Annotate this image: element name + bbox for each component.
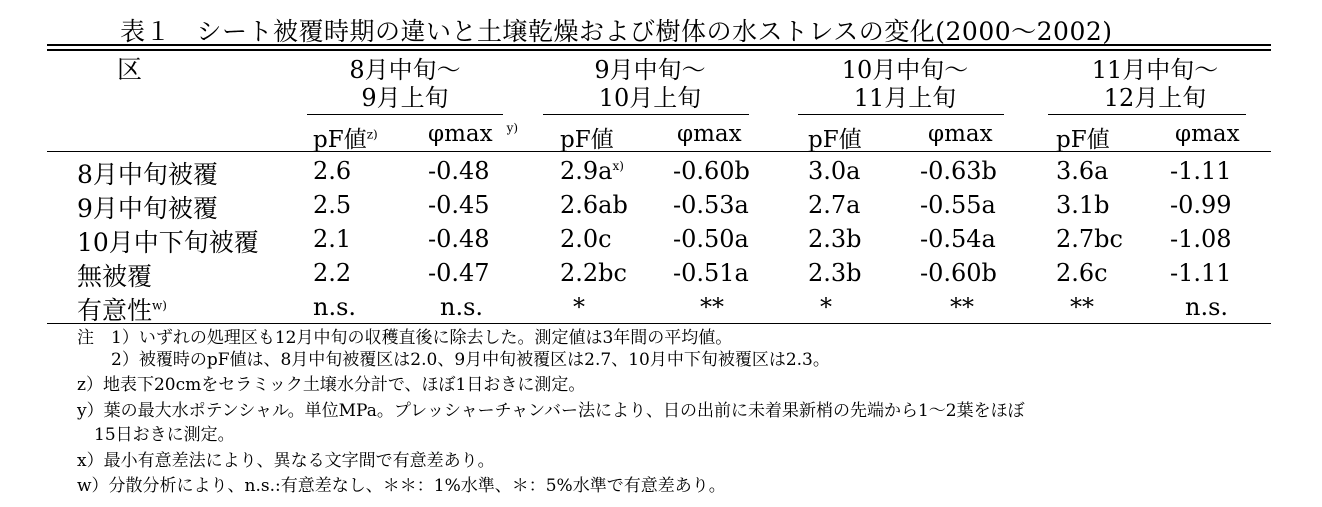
period-1-line2: 9月上旬 — [361, 84, 449, 112]
table-cell: 2.7bc — [1056, 225, 1123, 253]
period-3-line2: 11月上旬 — [853, 84, 957, 112]
table-cell: 2.1 — [313, 225, 352, 253]
table-cell: -1.11 — [1170, 259, 1232, 287]
note-line: 2）被覆時のpF値は、8月中旬被覆区は2.0、9月中旬被覆区は2.7、10月中下旬被覆区は2.3。 — [77, 350, 830, 370]
table-cell: 2.6 — [313, 157, 352, 185]
period-4-underline — [1048, 114, 1246, 115]
row-label: 10月中下旬被覆 — [77, 228, 259, 257]
header-ku: 区 — [117, 55, 143, 84]
header-period-1 — [305, 56, 505, 112]
note-line: x）最小有意差法により、異なる文字間で有意差あり。 — [77, 451, 495, 471]
table-cell: 2.6ab — [560, 191, 628, 219]
table-cell: 2.6c — [1056, 259, 1108, 287]
header-period-3 — [805, 56, 1005, 112]
note-line: w）分散分析により、n.s.:有意差なし、＊＊：1%水準、＊：5%水準で有意差あり。 — [77, 476, 726, 496]
significance-label: 有意性$^{w)}$ — [77, 296, 167, 325]
period-1-line1: 8月中旬～ — [349, 56, 461, 84]
period-2-line1: 9月中旬～ — [594, 56, 706, 84]
table-cell: -0.55a — [920, 191, 996, 219]
table-cell: 2.0c — [560, 225, 612, 253]
table-cell: -1.08 — [1170, 225, 1232, 253]
significance-cell: ** — [1070, 293, 1094, 321]
subhdr-phi-4: φmax — [1175, 121, 1240, 147]
subhdr-phi-3: φmax — [928, 121, 993, 147]
table-cell: 2.2bc — [560, 259, 627, 287]
note-line: 注 1）いずれの処理区も12月中旬の収穫直後に除去した。測定値は3年間の平均値。 — [77, 328, 733, 348]
period-2-line2: 10月上旬 — [598, 84, 702, 112]
top-rule-outer — [47, 44, 1271, 46]
significance-footnote-w: w) — [152, 298, 167, 313]
table-cell: -0.51a — [673, 259, 749, 287]
note-line: y）葉の最大水ポテンシャル。単位MPa。プレッシャーチャンバー法により、日の出前に未着果新梢の先端から1～2葉をほぼ — [77, 401, 1025, 421]
table-cell: -0.45 — [428, 191, 490, 219]
header-period-2 — [550, 56, 750, 112]
table-cell: -0.60b — [673, 157, 750, 185]
subhdr-phi-2: φmax — [677, 121, 742, 147]
significance-cell: ** — [700, 293, 724, 321]
subhdr-pf-1: pF値$^{z)}$ — [313, 127, 378, 153]
top-rule-inner — [47, 49, 1271, 51]
period-3-line1: 10月中旬～ — [841, 56, 969, 84]
significance-cell: ** — [950, 293, 974, 321]
significance-cell: * — [573, 293, 585, 321]
significance-cell: n.s. — [313, 293, 357, 321]
period-1-underline — [307, 114, 503, 115]
table-cell: -0.50a — [673, 225, 749, 253]
header-bottom-rule — [47, 151, 1271, 152]
period-4-line1: 11月中旬～ — [1091, 56, 1219, 84]
row-label: 9月中旬被覆 — [77, 194, 218, 223]
significance-cell: n.s. — [440, 293, 484, 321]
row-label: 無被覆 — [77, 262, 153, 291]
table-cell: -0.48 — [428, 225, 490, 253]
table-cell: 3.0a — [808, 157, 861, 185]
table-bottom-rule — [47, 323, 1271, 324]
cell-footnote-x: x) — [612, 159, 624, 173]
pf-footnote-z: z) — [366, 127, 378, 142]
row-label: 8月中旬被覆 — [77, 160, 218, 189]
table-cell: -0.48 — [428, 157, 490, 185]
table-cell: 2.7a — [808, 191, 861, 219]
phi-footnote-y: y) — [506, 121, 519, 136]
subhdr-pf-2: pF値 — [560, 127, 614, 153]
table-cell: -0.60b — [920, 259, 997, 287]
subhdr-pf-3: pF値 — [808, 127, 862, 153]
table-title: 表１ シート被覆時期の違いと土壌乾燥および樹体の水ストレスの変化(2000～2002) — [120, 17, 1113, 46]
table-cell: -0.99 — [1170, 191, 1232, 219]
period-3-underline — [798, 114, 1004, 115]
note-line: z）地表下20cmをセラミック土壌水分計で、ほぼ1日おきに測定。 — [77, 375, 586, 395]
subhdr-pf-4: pF値 — [1056, 127, 1110, 153]
table-cell: 2.5 — [313, 191, 352, 219]
table-cell: -0.54a — [920, 225, 996, 253]
table-cell: -0.63b — [920, 157, 997, 185]
table-cell: 2.3b — [808, 259, 862, 287]
table-cell: 2.3b — [808, 225, 862, 253]
note-line: 15日おきに測定。 — [77, 425, 235, 445]
period-2-underline — [543, 114, 749, 115]
header-period-4 — [1055, 56, 1255, 112]
table-cell: -0.53a — [673, 191, 749, 219]
table-cell: 2.2 — [313, 259, 352, 287]
subhdr-phi-1: φmax $^{y)}$ — [428, 121, 519, 147]
table-cell: -0.47 — [428, 259, 490, 287]
table-cell: -1.11 — [1170, 157, 1232, 185]
significance-cell: n.s. — [1185, 293, 1229, 321]
table-cell: $2.9a^{x)}$ — [560, 157, 624, 185]
period-4-line2: 12月上旬 — [1103, 84, 1207, 112]
table-cell: 3.6a — [1056, 157, 1109, 185]
table-cell: 3.1b — [1056, 191, 1110, 219]
significance-cell: * — [820, 293, 832, 321]
